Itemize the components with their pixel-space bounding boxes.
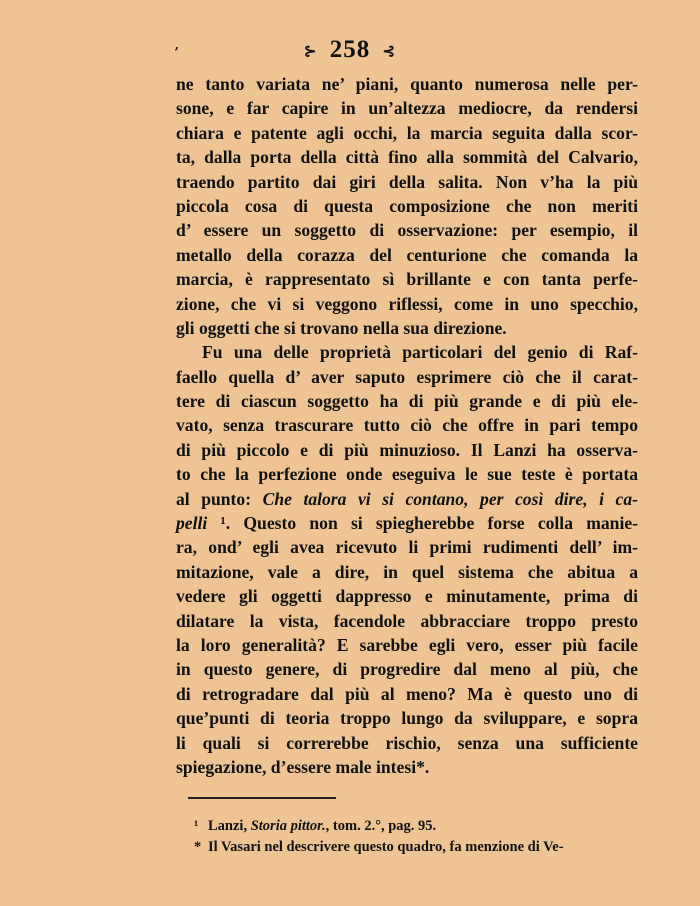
text-line: ne tanto variata ne’ piani, quanto numerosa nelle per- [176,74,638,94]
paragraph-start-line: Fu una delle proprietà particolari del genio di Raf- [202,342,638,363]
page-number: 258 [329,36,371,63]
text-line: al punto: Che talora vi si contano, per così dire, i ca- [176,488,638,509]
text-line: que’punti di teoria troppo lungo da sviluppare, e sopra [176,708,638,729]
text-line: spiegazione, d’essere male intesi*. [176,756,430,777]
text-line: vedere gli oggetti dappresso e minutamente, prima di [176,586,638,607]
citation-title: Storia pittor. [250,818,326,834]
text-line: sone, e far capire in un’altezza mediocre, da rendersi [176,98,638,119]
text-line: vato, senza trascurare tutto ciò che offre in pari tempo [176,415,638,436]
text-line: dilatare la vista, facendole abbracciare troppo presto [176,610,638,631]
text-line: di più piccolo e di più minuzioso. Il Lanzi ha osserva- [176,439,638,460]
text-line: marcia, è rappresentato sì brillante e con tanta perfe- [176,269,638,290]
text-line: tere di ciascun soggetto ha di più grande e di più ele- [176,391,638,412]
footnote: * Il Vasari nel descrivere questo quadro, fa menzione di Ve- [194,837,640,858]
text-line: gli oggetti che si trovano nella sua direzione. [176,317,507,338]
page-header [0,36,700,64]
text-line: zione, che vi si veggono riflessi, come in uno specchio, [176,293,638,314]
text-line: to che la perfezione onde eseguiva le sue teste è portata [176,464,638,485]
text-line: ta, dalla porta della città fino alla sommità del Calvario, [176,147,638,168]
quotation-italic: Che talora vi si contano, per così dire, i ca- [262,488,638,509]
text-line: chiara e patente agli occhi, la marcia seguita dalla scor- [176,122,638,143]
text-line: ra, ond’ egli avea ricevuto li primi rudimenti dell’ im- [176,537,638,558]
text-line: in questo genere, di progredire dal meno al più, che [176,659,638,680]
text-line: pelli ¹. Questo non si spiegherebbe forse colla manie- [176,513,638,534]
text-line: piccola cosa di questa composizione che non meriti [176,195,638,216]
right-ornament-icon: ⊰ [382,43,397,60]
footnote: ¹ Lanzi, Storia pittor., tom. 2.°, pag. 95. [194,816,640,837]
footnote-marker: ¹ [194,818,199,834]
main-text [176,72,638,779]
text-line: faello quella d’ aver saputo esprimere ciò che il carat- [176,366,638,387]
text-line: traendo partito dai giri della salita. Non v’ha la più [176,171,638,192]
text-line: mitazione, vale a dire, in quel sistema che abitua a [176,561,638,582]
footnotes [194,816,640,858]
text-line: li quali si correrebbe rischio, senza una sufficiente [176,732,638,753]
left-ornament-icon: ⊱ [303,43,318,60]
stray-mark: ʼ [174,46,179,61]
text-line: metallo della corazza del centurione che comanda la [176,244,638,265]
text-line: di retrogradare dal più al meno? Ma è questo uno di [176,683,638,704]
text-line: d’ essere un soggetto di osservazione: per esempio, il [176,220,638,241]
footnote-marker: * [194,839,202,855]
footnote-divider [188,797,336,799]
text-line: la loro generalità? E sarebbe egli vero, esser più facile [176,634,638,655]
quotation-italic: pelli [176,513,208,534]
